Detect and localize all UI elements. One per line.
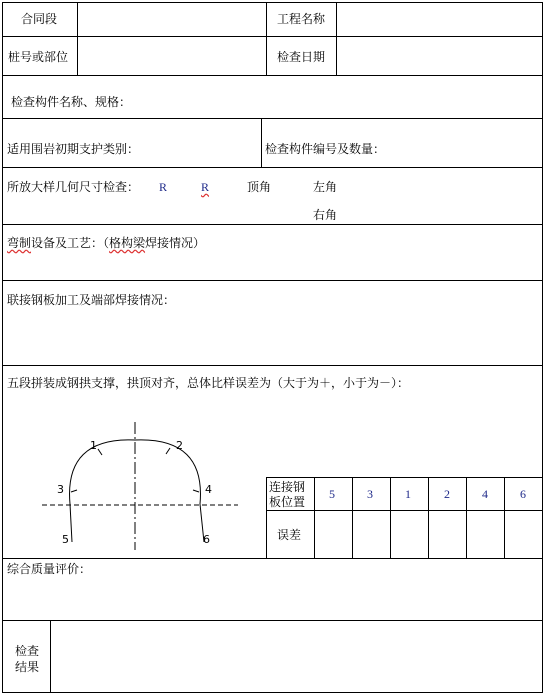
arch-outline: [70, 440, 204, 542]
component-name-spec-label: 检查构件名称、规格：: [11, 95, 132, 109]
inspection-form: [2, 2, 543, 693]
rock-class-label: 适用围岩初期支护类别：: [7, 142, 140, 156]
tick-2: [166, 448, 170, 454]
tick-3: [71, 490, 77, 492]
fabrication-label: [7, 236, 205, 250]
right-corner-label: 右角: [313, 208, 338, 222]
radius-r1: R: [159, 180, 168, 194]
result-field[interactable]: [51, 621, 542, 692]
border-left: [2, 2, 3, 693]
position-1: 1: [405, 487, 411, 501]
col-divider: [261, 118, 262, 168]
inspection-date-label: 检查日期: [277, 50, 326, 64]
station-label: 桩号或部位: [8, 50, 69, 64]
crown-angle-label: 顶角: [247, 180, 272, 194]
arch-point-3: 3: [57, 483, 64, 496]
station-field[interactable]: [78, 37, 266, 75]
error-cell[interactable]: [353, 511, 390, 558]
connection-plate-label: 联接钢板加工及端部焊接情况：: [7, 293, 176, 307]
contract-section-field[interactable]: [78, 3, 266, 36]
position-2: 2: [444, 487, 450, 501]
position-6: 6: [520, 487, 526, 501]
arch-point-2: 2: [176, 439, 183, 452]
col-divider: [266, 2, 267, 76]
steel-arch-diagram: [2, 382, 262, 562]
row-divider: [2, 365, 543, 366]
error-cell[interactable]: [429, 511, 466, 558]
row-divider: [2, 118, 543, 119]
fabrication-label-suffix: 焊接情况）: [145, 236, 206, 250]
row-divider: [2, 75, 543, 76]
fabrication-label-mid: 设备及工艺：（: [31, 236, 110, 250]
error-cell[interactable]: [467, 511, 504, 558]
left-corner-label: 左角: [313, 180, 338, 194]
assembly-label: 五段拼装成钢拱支撑，拱顶对齐，总体比样误差为（大于为＋，小于为－）：: [7, 376, 410, 390]
error-table-col: [266, 477, 267, 559]
position-3: 3: [367, 487, 373, 501]
radius-r2: R: [201, 180, 210, 194]
error-cell[interactable]: [315, 511, 352, 558]
arch-point-1: 1: [90, 439, 97, 452]
border-right: [542, 2, 543, 693]
position-4: 4: [482, 487, 488, 501]
project-name-label: 工程名称: [277, 12, 326, 26]
row-divider: [2, 167, 543, 168]
position-5: 5: [329, 487, 335, 501]
plate-position-label-line1: 连接钢: [269, 480, 306, 494]
fabrication-label-start: 弯制: [7, 236, 32, 250]
quality-evaluation-label: 综合质量评价：: [7, 562, 92, 576]
project-name-field[interactable]: [337, 3, 542, 36]
fabrication-label-squiggle: 格构梁: [109, 236, 146, 250]
row-divider: [2, 224, 543, 225]
tick-1: [98, 449, 102, 455]
inspection-date-field[interactable]: [337, 37, 542, 75]
component-no-label: 检查构件编号及数量：: [265, 142, 386, 156]
error-cell[interactable]: [391, 511, 428, 558]
plate-position-label-line2: 板位置: [269, 495, 306, 509]
result-label-line2: 结果: [15, 660, 40, 674]
arch-point-6: 6: [203, 533, 210, 546]
error-label: 误差: [277, 528, 302, 542]
arch-point-5: 5: [62, 533, 69, 546]
tick-4: [193, 490, 199, 492]
border-bottom: [2, 692, 543, 693]
error-cell[interactable]: [505, 511, 542, 558]
error-table-top: [266, 477, 543, 478]
contract-section-label: 合同段: [21, 12, 58, 26]
arch-point-4: 4: [205, 483, 212, 496]
row-divider: [2, 280, 543, 281]
result-label-line1: 检查: [15, 644, 40, 658]
template-check-label: 所放大样几何尺寸检查：: [7, 180, 140, 194]
